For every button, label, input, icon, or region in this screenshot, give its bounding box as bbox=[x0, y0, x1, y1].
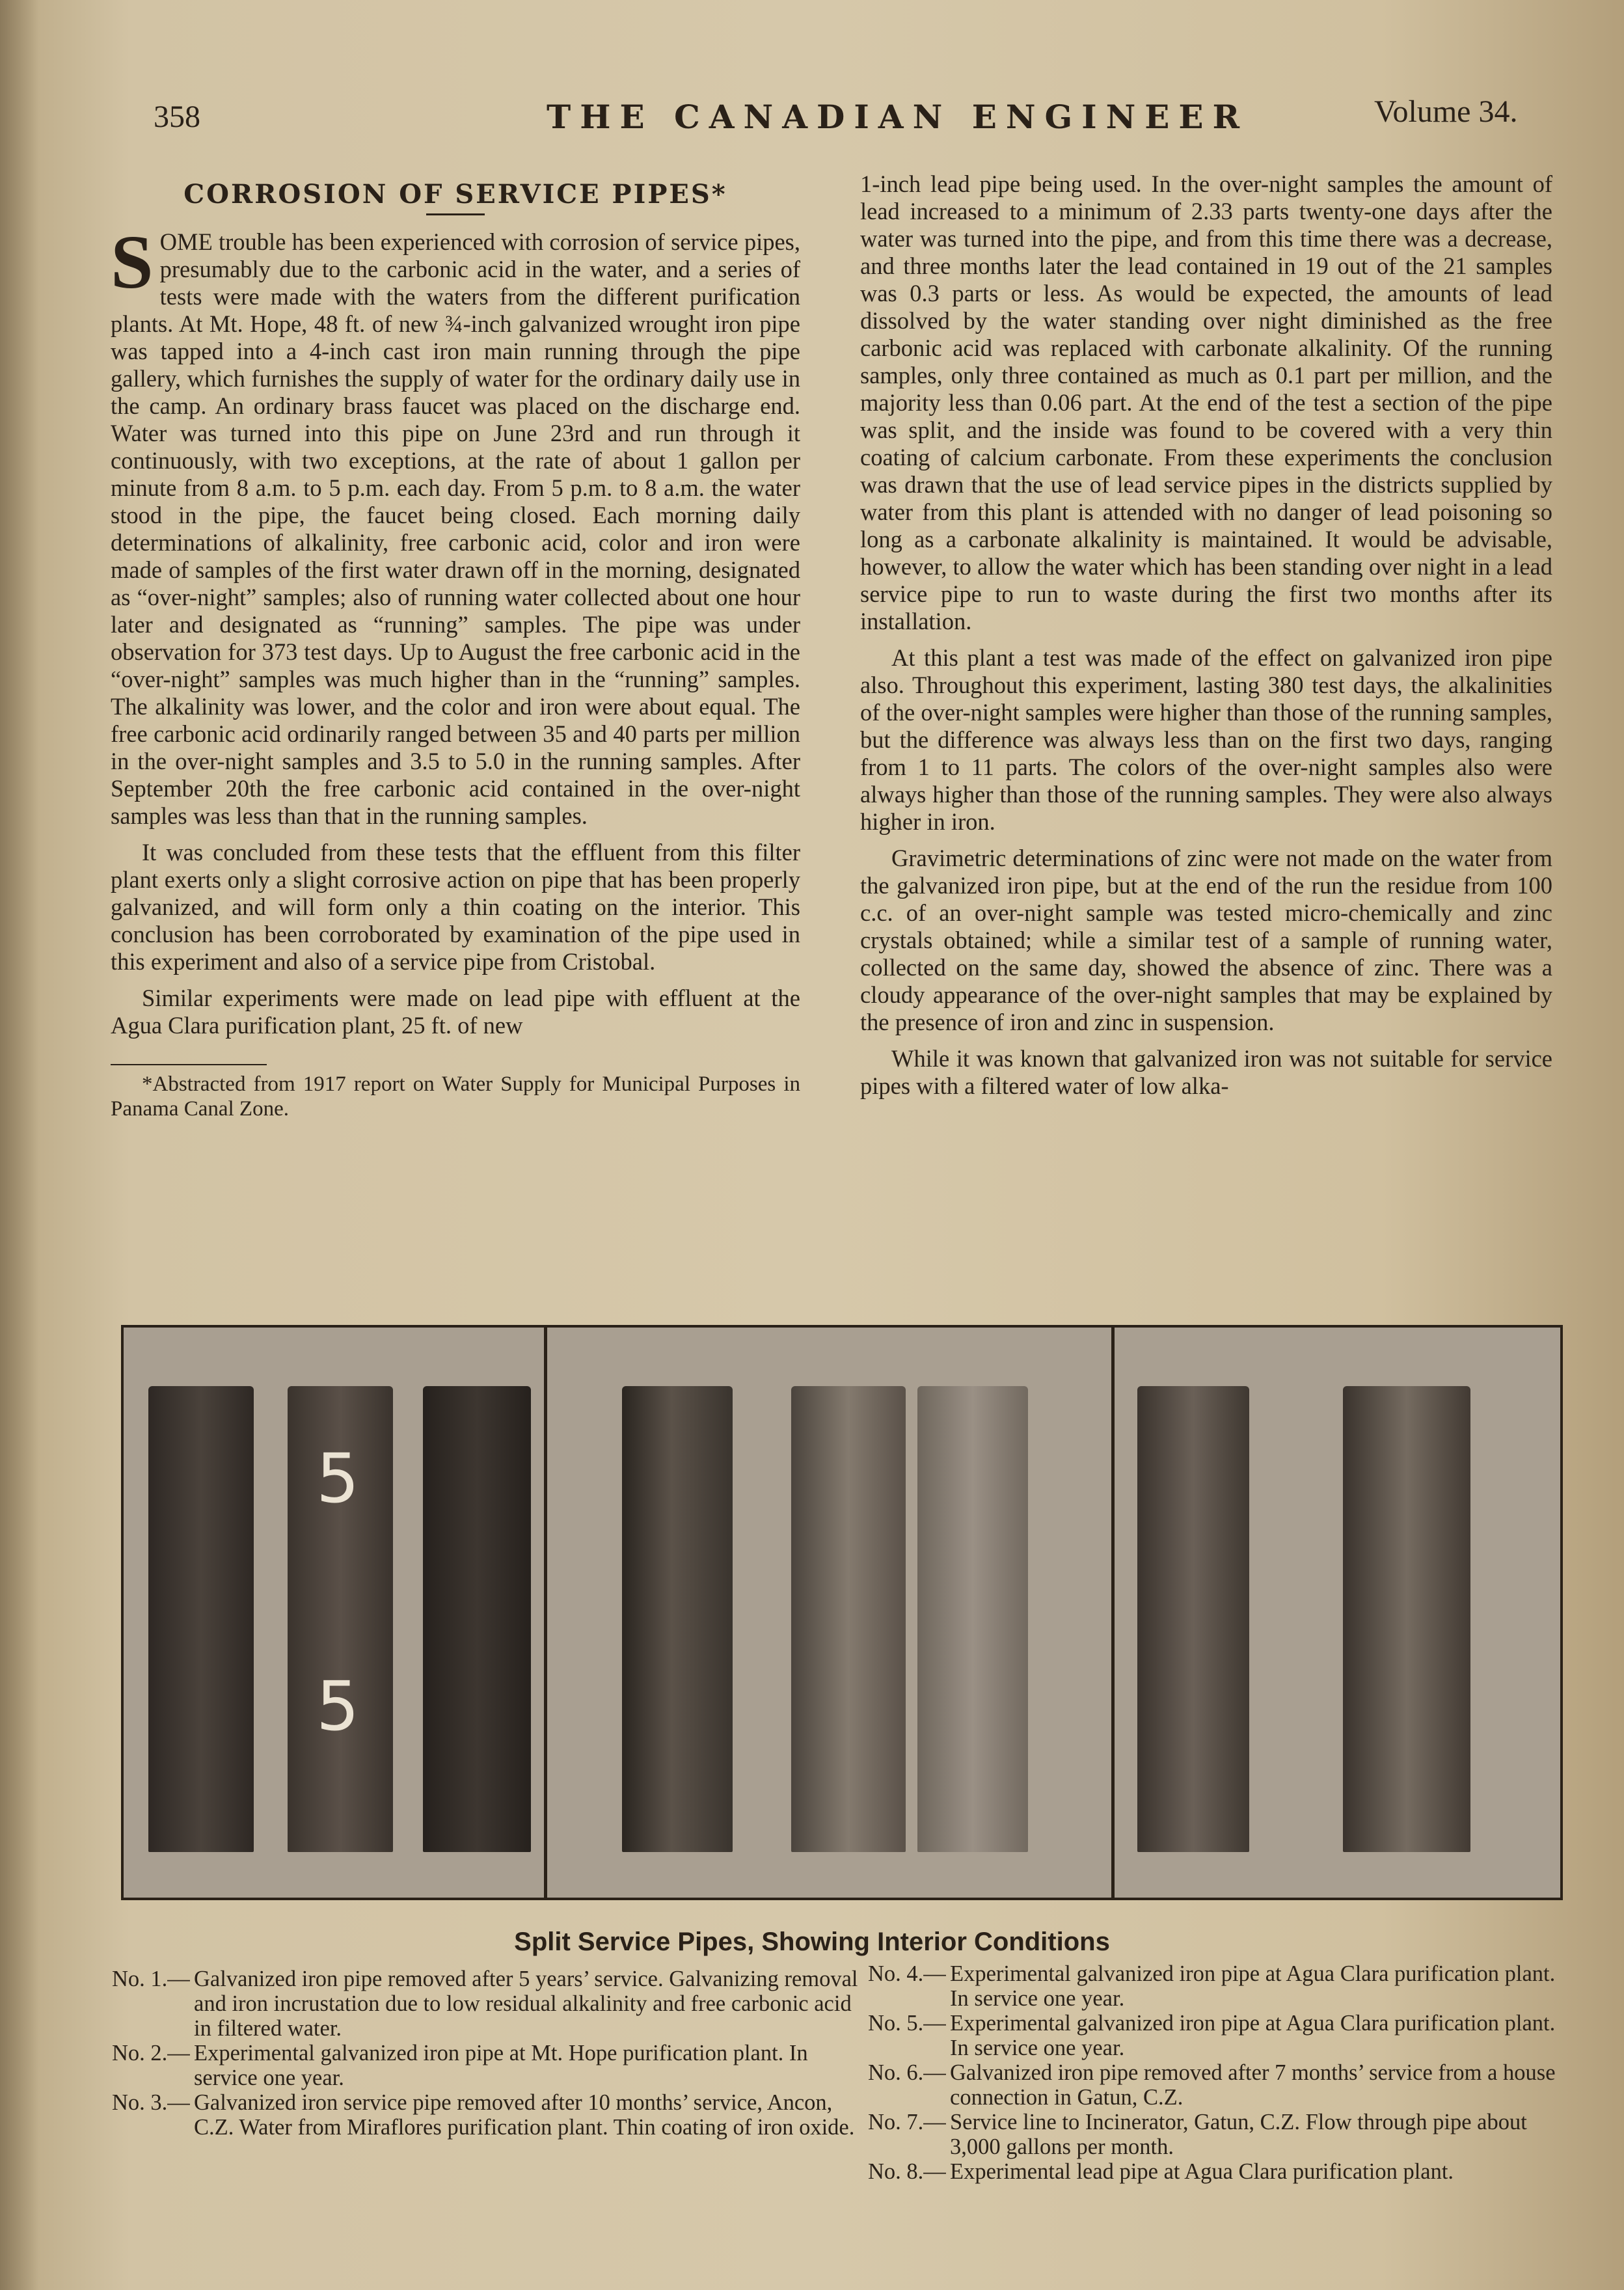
pipe-2 bbox=[288, 1386, 393, 1852]
legend-item: No. 8.— Experimental lead pipe at Agua Clara purification plant. bbox=[868, 2159, 1454, 2184]
pipe-7 bbox=[1137, 1386, 1249, 1852]
pipe-8 bbox=[1343, 1386, 1470, 1852]
pipe-6 bbox=[917, 1386, 1028, 1852]
legend-item: No. 6.— Galvanized iron pipe removed after 7 months’ service from a house connection in Gatun, C.Z. bbox=[868, 2060, 1556, 2110]
page-number: 358 bbox=[154, 100, 200, 134]
volume-label: Volume 34. bbox=[1374, 94, 1518, 129]
title-rule bbox=[426, 213, 485, 215]
legend-item: No. 2.— Experimental galvanized iron pipe at Mt. Hope purification plant. In service one year. bbox=[112, 2041, 808, 2090]
journal-title: THE CANADIAN ENGINEER bbox=[547, 98, 1249, 136]
pipe-label: 5 bbox=[316, 1667, 360, 1746]
paragraph-2: It was concluded from these tests that the effluent from this filter plant exerts only a slight corrosive action on pipe that has been properly galvanized, and will form only a thin coating on the interior. This conclusion has been corroborated by examination of the pipe used in this experiment and also of a service pipe from Cristobal. bbox=[111, 839, 800, 975]
paragraph-5: At this plant a test was made of the effect on galvanized iron pipe also. Throughout this experiment, lasting 380 test days, the alkalinities of the over-night samples were higher than those of the running samples, but the difference was always less than on the first two days, ranging from 1 to 11 parts. The colors of the over-night samples also were always higher than those of the running samples. They were also always higher in iron. bbox=[860, 644, 1552, 835]
left-column bbox=[111, 174, 800, 1121]
pipe-5 bbox=[791, 1386, 906, 1852]
article-title: CORROSION OF SERVICE PIPES* bbox=[183, 179, 727, 210]
figure-legend-right bbox=[868, 1961, 1564, 2184]
figure-legend-left bbox=[112, 1967, 860, 2140]
figure-caption-title: Split Service Pipes, Showing Interior Conditions bbox=[514, 1928, 1110, 1956]
pipes-photograph bbox=[121, 1325, 1563, 1900]
legend-item: No. 7.— Service line to Incinerator, Gatun, C.Z. Flow through pipe about 3,000 gallons per month. bbox=[868, 2110, 1527, 2159]
legend-item: No. 5.— Experimental galvanized iron pipe at Agua Clara purification plant. In service one year. bbox=[868, 2011, 1556, 2060]
pipe-1 bbox=[148, 1386, 254, 1852]
paragraph-6: Gravimetric determinations of zinc were not made on the water from the galvanized iron pipe, but at the end of the run the residue from 100 c.c. of an over-night sample was tested micro-chemically and zinc crystals obtained; while a similar test of a sample of running water, collected on the same day, showed the absence of zinc. There was a cloudy appearance of the over-night samples that may be explained by the presence of iron and zinc in suspension. bbox=[860, 845, 1552, 1035]
panel-divider bbox=[544, 1328, 547, 1900]
panel-divider bbox=[1111, 1328, 1115, 1900]
legend-item: No. 3.— Galvanized iron service pipe removed after 10 months’ service, Ancon, C.Z. Water from Miraflores purification plant. Thin coating of iron oxide. bbox=[112, 2090, 855, 2140]
footnote-rule bbox=[111, 1064, 267, 1065]
right-column bbox=[860, 170, 1552, 1100]
paragraph-1: SOME trouble has been experienced with corrosion of service pipes, presumably due to the carbonic acid in the water, and a series of tests were made with the waters from the different purification plants. At Mt. Hope, 48 ft. of new ¾-inch galvanized wrought iron pipe was tapped into a 4-inch cast iron main running through the pipe gallery, which furnishes the supply of water for the ordinary daily use in the camp. An ordinary brass faucet was placed on the discharge end. Water was turned into this pipe on June 23rd and run through it continuously, with two exceptions, at the rate of about 1 gallon per minute from 8 a.m. to 5 p.m. each day. From 5 p.m. to 8 a.m. the water stood in the pipe, the faucet being closed. Each morning daily determinations of alkalinity, free carbonic acid, color and iron were made of samples of the first water drawn off in the morning, designated as “over-night” samples; also of running water collected about one hour later and designated as “running” samples. The pipe was under observation for 373 test days. Up to August the free carbonic acid in the “over-night” samples was much higher than in the “running” samples. The alkalinity was lower, and the color and iron were about equal. The free carbonic acid ordinarily ranged between 35 and 40 parts per million in the over-night samples and 3.5 to 5.0 in the running samples. After September 20th the free carbonic acid contained in the over-night samples was less than that in the running samples. bbox=[111, 219, 800, 829]
pipe-label: 5 bbox=[316, 1439, 360, 1518]
legend-item: No. 4.— Experimental galvanized iron pipe at Agua Clara purification plant. In service one year. bbox=[868, 1961, 1556, 2011]
paragraph-7: While it was known that galvanized iron was not suitable for service pipes with a filtered water of low alka- bbox=[860, 1045, 1552, 1099]
footnote: *Abstracted from 1917 report on Water Supply for Municipal Purposes in Panama Canal Zone. bbox=[111, 1072, 800, 1121]
pipe-3 bbox=[423, 1386, 531, 1852]
running-header bbox=[0, 91, 1624, 143]
drop-cap: S bbox=[111, 219, 154, 305]
pipe-4 bbox=[622, 1386, 733, 1852]
paragraph-3: Similar experiments were made on lead pipe with effluent at the Agua Clara purification plant, 25 ft. of new bbox=[111, 985, 800, 1039]
legend-item: No. 1.— Galvanized iron pipe removed after 5 years’ service. Galvanizing removal and iron incrustation due to low residual alkalinity and free carbonic acid in filtered water. bbox=[112, 1967, 858, 2041]
paragraph-4: 1-inch lead pipe being used. In the over-night samples the amount of lead increased to a minimum of 2.33 parts twenty-one days after the water was turned into the pipe, and from this time there was a decrease, and three months later the lead contained in 19 out of the 21 samples was 0.3 parts or less. As would be expected, the amounts of lead dissolved by the water standing over night diminished as the free carbonic acid was replaced with carbonate alkalinity. Of the running samples, only three contained as much as 0.1 part per million, and the majority less than 0.06 part. At the end of the test a section of the pipe was split, and the inside was found to be covered with a very thin coating of calcium carbonate. From these experiments the conclusion was drawn that the use of lead service pipes in the districts supplied by water from this plant is attended with no danger of lead poisoning so long as a carbonate alkalinity is maintained. It would be advisable, however, to allow the water which has been standing over night in a lead service pipe to run to waste during the first two months after its installation. bbox=[860, 170, 1552, 634]
